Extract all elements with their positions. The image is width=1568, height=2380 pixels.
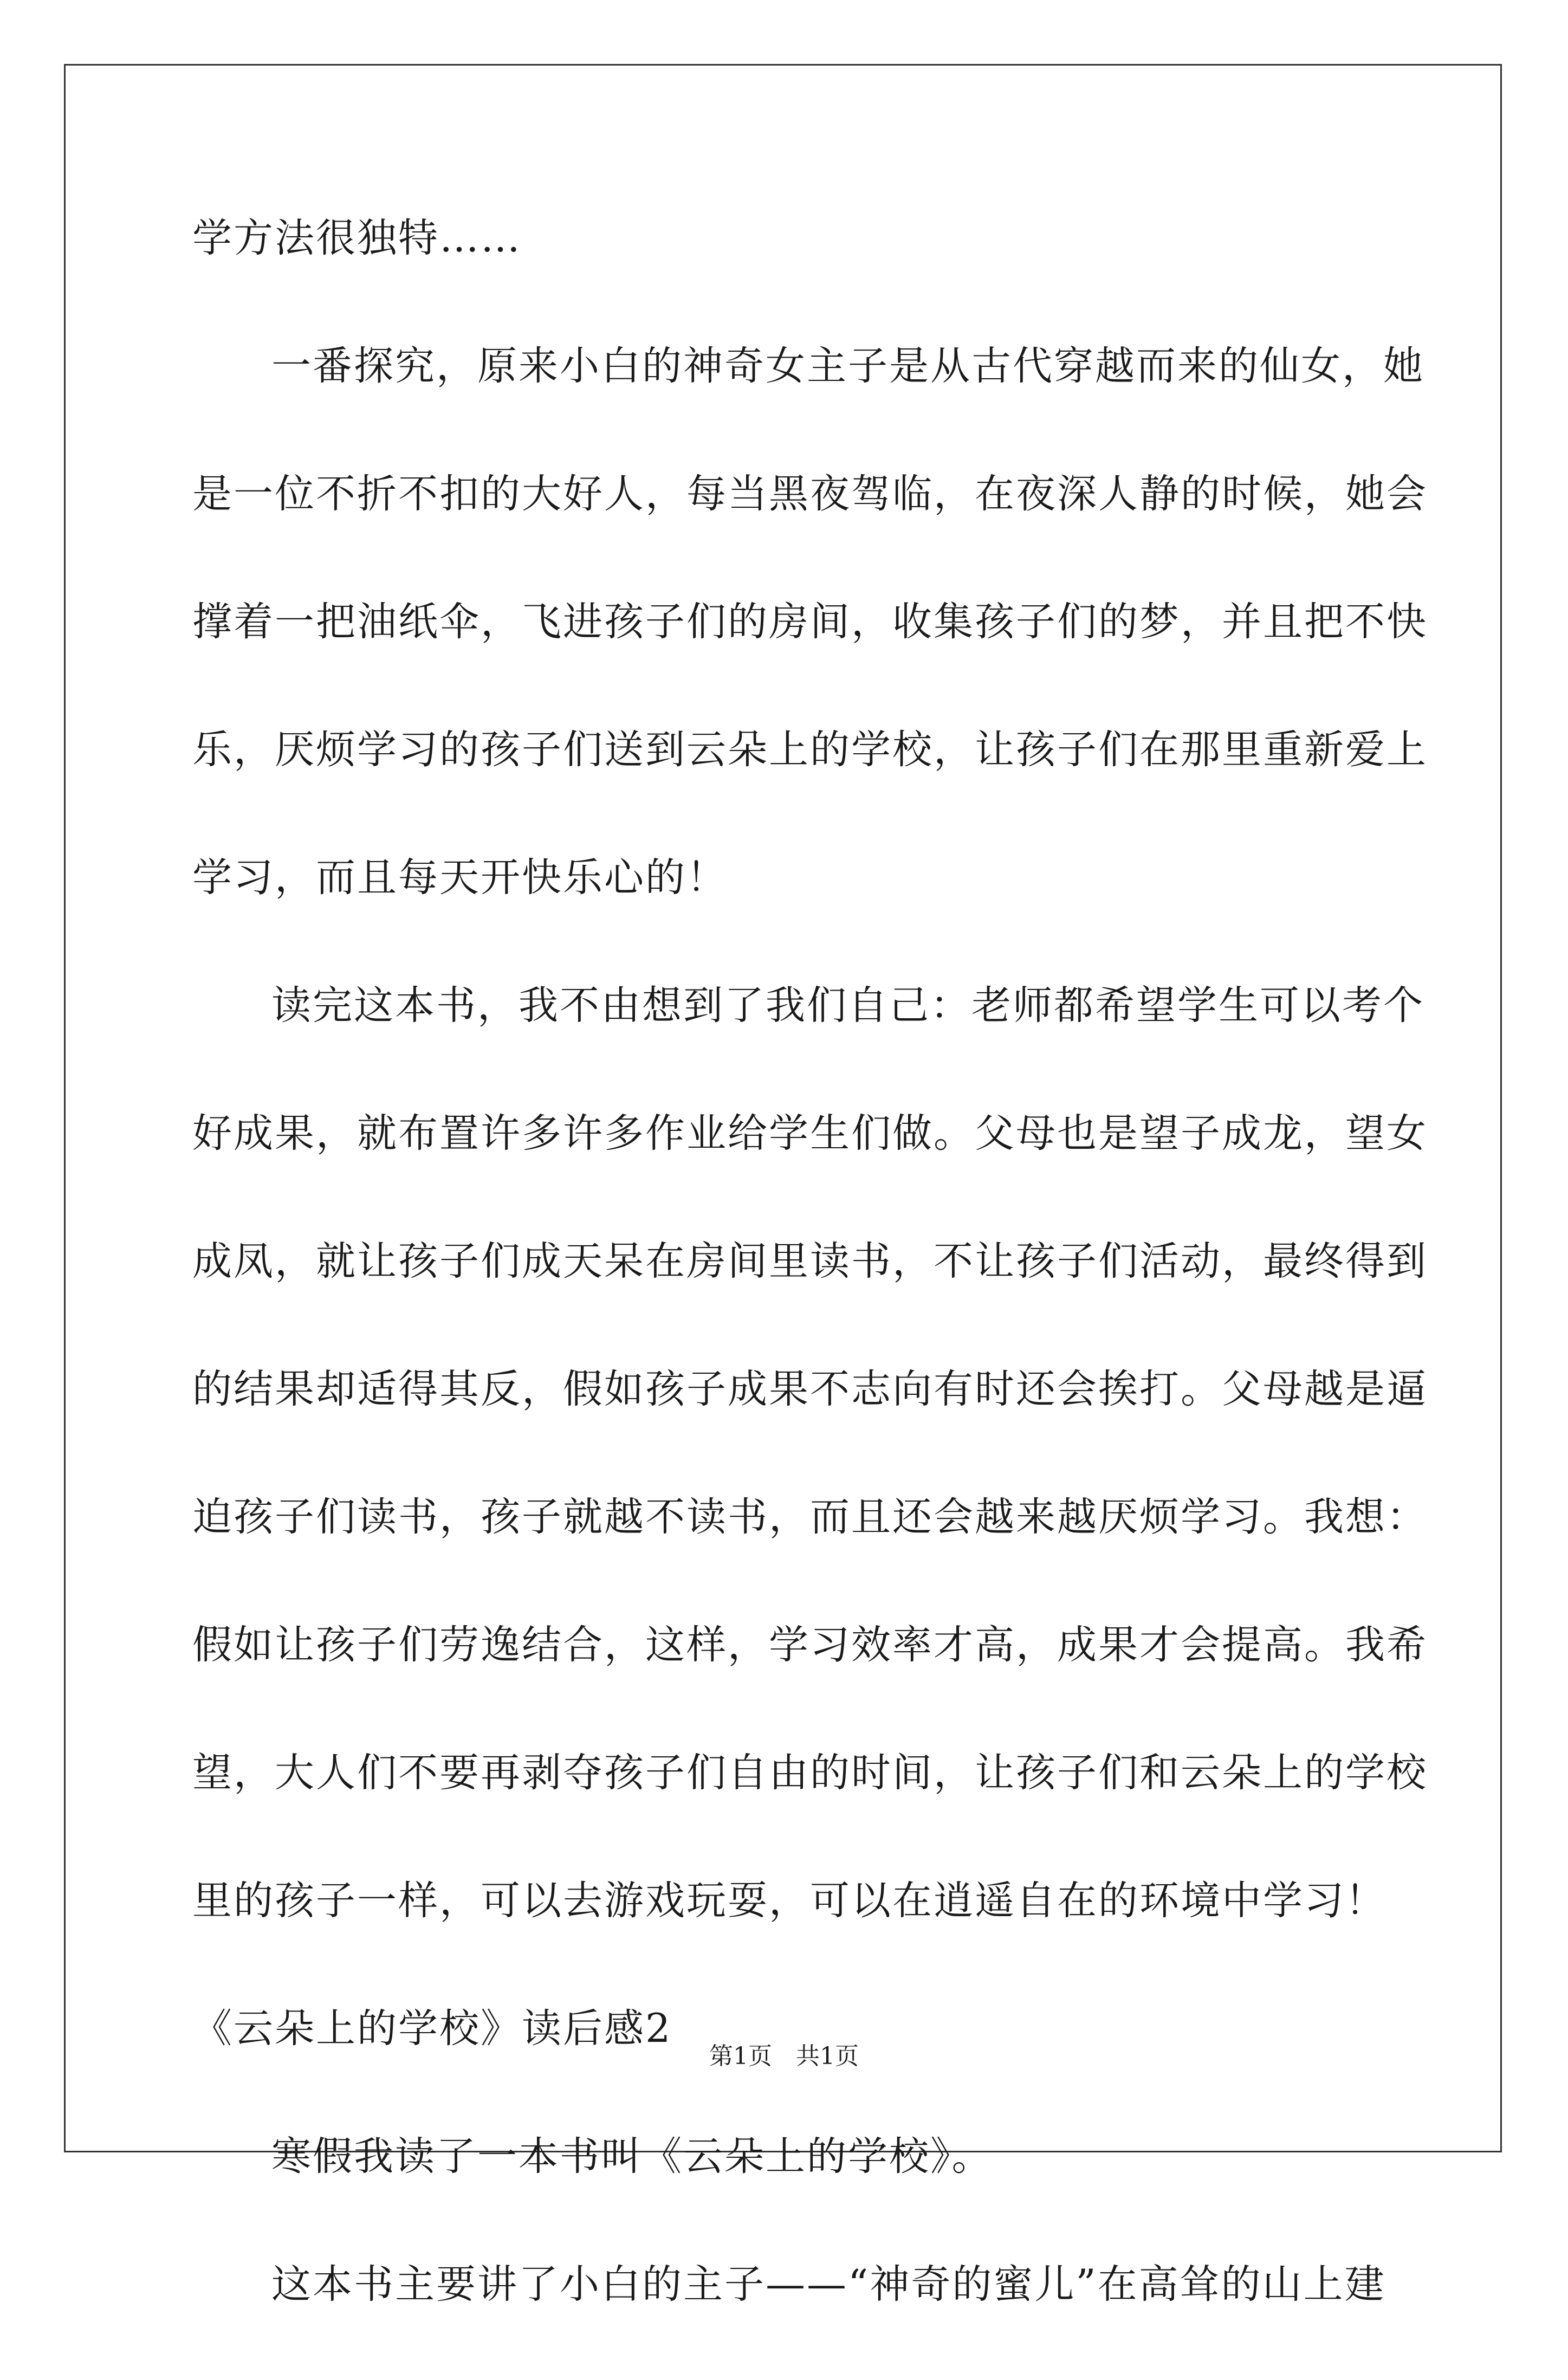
text-line-16: 寒假我读了一本书叫《云朵上的学校》。 bbox=[271, 2133, 993, 2179]
text-line-1: 学方法很独特…… bbox=[192, 215, 522, 261]
text-line-13: 望，大人们不要再剥夺孩子们自由的时间，让孩子们和云朵上的学校 bbox=[192, 1750, 1428, 1796]
text-line-12: 假如让孩子们劳逸结合，这样，学习效率才高，成果才会提高。我希 bbox=[192, 1622, 1428, 1668]
text-line-8: 好成果，就布置许多许多作业给学生们做。父母也是望子成龙，望女 bbox=[192, 1110, 1428, 1156]
text-line-17: 这本书主要讲了小白的主子——“神奇的蜜儿”在高耸的山上建 bbox=[271, 2261, 1386, 2307]
text-line-10: 的结果却适得其反，假如孩子成果不志向有时还会挨打。父母越是逼 bbox=[192, 1366, 1428, 1412]
text-line-11: 迫孩子们读书，孩子就越不读书，而且还会越来越厌烦学习。我想： bbox=[192, 1494, 1428, 1540]
text-line-9: 成凤，就让孩子们成天呆在房间里读书，不让孩子们活动，最终得到 bbox=[192, 1238, 1428, 1284]
section-heading: 《云朵上的学校》读后感2 bbox=[192, 2006, 672, 2052]
text-line-2: 一番探究，原来小白的神奇女主子是从古代穿越而来的仙女，她 bbox=[271, 343, 1424, 389]
page-footer: 第1页 共1页 bbox=[709, 2042, 859, 2070]
text-line-3: 是一位不折不扣的大好人，每当黑夜驾临，在夜深人静的时候，她会 bbox=[192, 471, 1428, 517]
text-line-6: 学习，而且每天开快乐心的！ bbox=[192, 855, 728, 901]
text-line-14: 里的孩子一样，可以去游戏玩耍，可以在逍遥自在的环境中学习！ bbox=[192, 1878, 1386, 1924]
text-line-4: 撑着一把油纸伞，飞进孩子们的房间，收集孩子们的梦，并且把不快 bbox=[192, 599, 1428, 645]
text-line-7: 读完这本书，我不由想到了我们自己：老师都希望学生可以考个 bbox=[271, 982, 1424, 1029]
text-line-5: 乐，厌烦学习的孩子们送到云朵上的学校，让孩子们在那里重新爱上 bbox=[192, 727, 1428, 773]
